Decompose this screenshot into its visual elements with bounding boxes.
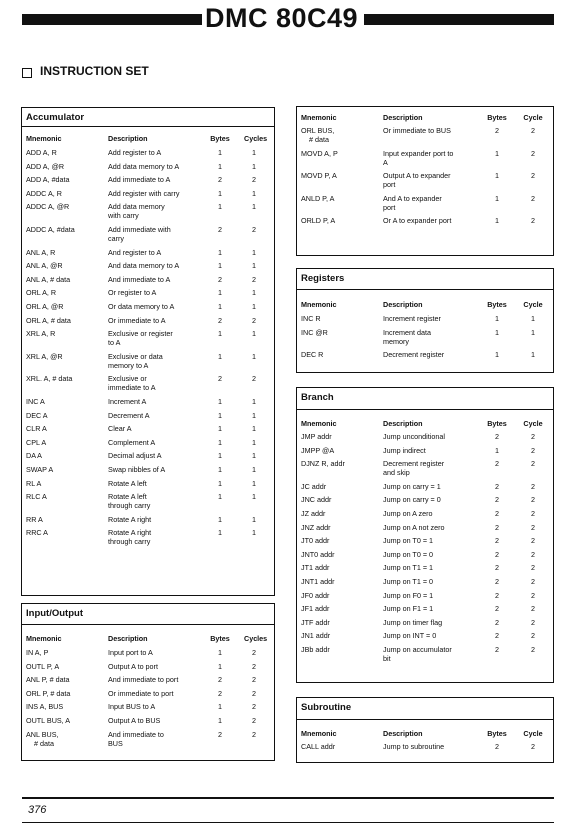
cell-description: And data memory to A xyxy=(108,261,180,271)
cell-cycles: 2 xyxy=(531,742,535,751)
cell-cycles: 2 xyxy=(531,590,535,600)
cell-mnemonic: ANL BUS, xyxy=(26,729,59,739)
footer-rule-bottom xyxy=(22,822,554,823)
cell-bytes: 1 xyxy=(218,351,222,361)
cell-mnemonic: DJNZ R, addr xyxy=(301,459,345,469)
io-table xyxy=(21,603,275,761)
cell-description: Add data memory to A xyxy=(108,161,180,171)
cell-description: Jump on T1 = 0 xyxy=(383,577,434,586)
cell-description: Jump on T1 = 1 xyxy=(383,563,434,573)
cell-bytes: 1 xyxy=(218,261,222,271)
col-bytes: Bytes xyxy=(487,729,507,738)
cell-description: Or data memory to A xyxy=(108,302,175,311)
cell-cycles: 1 xyxy=(252,302,256,311)
branch-table xyxy=(296,387,554,683)
cell-mnemonic: JNZ addr xyxy=(301,522,331,532)
cell-description: And immediate to port xyxy=(108,675,179,685)
cell-bytes: 1 xyxy=(218,148,222,157)
cell-cycles: 2 xyxy=(252,315,256,325)
cell-description: immediate to A xyxy=(108,383,156,393)
cell-cycles: 2 xyxy=(252,675,256,685)
cell-mnemonic: INC A xyxy=(26,397,45,406)
cell-mnemonic: IN A, P xyxy=(26,648,49,657)
cell-cycles: 1 xyxy=(531,327,535,337)
cell-mnemonic: ORL P, # data xyxy=(26,688,71,698)
cell-mnemonic: JT0 addr xyxy=(301,536,330,546)
table-divider xyxy=(22,624,274,625)
footer-rule xyxy=(22,797,554,799)
cell-bytes: 1 xyxy=(218,514,222,524)
cell-description: Input port to A xyxy=(108,648,153,657)
cell-mnemonic: JNT1 addr xyxy=(301,577,335,586)
cell-description: Or immediate to BUS xyxy=(383,126,451,135)
cell-description: And immediate to xyxy=(108,729,164,739)
cell-mnemonic: MOVD P, A xyxy=(301,171,337,181)
cell-cycles: 1 xyxy=(252,465,256,474)
cell-description: and skip xyxy=(383,468,410,478)
cell-bytes: 1 xyxy=(218,451,222,461)
cell-bytes: 1 xyxy=(495,171,499,181)
col-bytes: Bytes xyxy=(210,134,230,143)
cell-bytes: 2 xyxy=(495,126,499,135)
cell-bytes: 2 xyxy=(218,688,222,698)
cell-mnemonic: ORL A, @R xyxy=(26,302,64,311)
cell-description: Rotate A left xyxy=(108,478,147,488)
cell-cycles: 2 xyxy=(531,577,535,586)
cell-description: Jump on F1 = 1 xyxy=(383,604,434,614)
cell-description: Increment register xyxy=(383,314,441,323)
cell-description: Or A to expander port xyxy=(383,216,452,226)
cell-cycles: 1 xyxy=(252,188,256,198)
cell-cycles: 1 xyxy=(531,350,535,360)
col-cycle: Cycle xyxy=(523,419,543,428)
cell-bytes: 2 xyxy=(495,522,499,532)
cell-bytes: 1 xyxy=(218,648,222,657)
cell-cycles: 2 xyxy=(252,175,256,185)
cell-description: Jump on timer flag xyxy=(383,617,443,627)
cell-mnemonic: ANL A, R xyxy=(26,247,56,257)
col-cycle: Cycle xyxy=(523,300,543,309)
col-mnemonic: Mnemonic xyxy=(26,134,62,143)
col-description: Description xyxy=(383,113,423,122)
cell-bytes: 2 xyxy=(495,495,499,505)
cell-description: memory to A xyxy=(108,360,149,370)
cell-cycles: 1 xyxy=(252,514,256,524)
cell-bytes: 2 xyxy=(495,563,499,573)
col-bytes: Bytes xyxy=(487,113,507,122)
cell-bytes: 1 xyxy=(218,410,222,420)
cell-bytes: 1 xyxy=(495,193,499,203)
cell-bytes: 1 xyxy=(218,288,222,298)
cell-mnemonic: JF0 addr xyxy=(301,590,330,600)
cell-bytes: 1 xyxy=(218,202,222,212)
cell-cycles: 2 xyxy=(531,445,535,455)
cell-cycles: 2 xyxy=(252,688,256,698)
cell-cycles: 2 xyxy=(252,661,256,671)
col-description: Description xyxy=(108,634,148,643)
cell-bytes: 2 xyxy=(495,577,499,586)
cell-description: Increment data xyxy=(383,327,431,337)
cell-bytes: 2 xyxy=(495,742,499,751)
cell-mnemonic: INS A, BUS xyxy=(26,702,64,712)
table-divider xyxy=(297,719,553,720)
cell-mnemonic: OUTL BUS, A xyxy=(26,716,71,725)
cell-cycles: 2 xyxy=(531,148,535,158)
cell-cycles: 1 xyxy=(252,478,256,488)
branch-title: Branch xyxy=(301,392,334,403)
col-cycle: Cycle xyxy=(523,729,543,738)
header-bar-right xyxy=(364,14,554,25)
header-bar-left xyxy=(22,14,202,25)
cell-description: Complement A xyxy=(108,437,156,447)
cell-cycles: 2 xyxy=(531,126,535,135)
cell-cycles: 1 xyxy=(252,202,256,212)
cell-mnemonic: ANLD P, A xyxy=(301,193,335,203)
col-cycles: Cycles xyxy=(244,134,268,143)
cell-description: Rotate A left xyxy=(108,492,147,502)
cell-description: through carry xyxy=(108,537,151,547)
cell-description: Jump on T0 = 0 xyxy=(383,549,434,559)
cell-description: Increment A xyxy=(108,397,147,406)
cell-mnemonic: JC addr xyxy=(301,481,327,491)
cell-cycles: 2 xyxy=(531,522,535,532)
cell-cycles: 2 xyxy=(531,549,535,559)
cell-description: Add immediate with xyxy=(108,225,171,234)
expander-table xyxy=(296,106,554,256)
cell-mnemonic: CLR A xyxy=(26,424,47,434)
cell-mnemonic: INC @R xyxy=(301,327,328,337)
cell-mnemonic: JBb addr xyxy=(301,645,330,654)
cell-bytes: 1 xyxy=(495,327,499,337)
cell-bytes: 1 xyxy=(495,216,499,226)
cell-cycles: 1 xyxy=(252,424,256,434)
cell-mnemonic: JN1 addr xyxy=(301,631,331,641)
cell-description: A xyxy=(383,157,388,167)
cell-description: to A xyxy=(108,338,121,348)
col-description: Description xyxy=(108,134,148,143)
col-bytes: Bytes xyxy=(487,419,507,428)
cell-bytes: 2 xyxy=(495,481,499,491)
cell-cycles: 2 xyxy=(531,645,535,654)
cell-cycles: 2 xyxy=(252,648,256,657)
cell-description: port xyxy=(383,202,396,212)
cell-description: Add data memory xyxy=(108,202,165,212)
cell-cycles: 2 xyxy=(531,459,535,469)
cell-bytes: 2 xyxy=(218,175,222,185)
cell-mnemonic: ANL P, # data xyxy=(26,675,70,685)
cell-mnemonic: ORL BUS, xyxy=(301,126,335,135)
cell-description: And register to A xyxy=(108,247,162,257)
cell-cycles: 1 xyxy=(252,410,256,420)
cell-mnemonic: ADD A, R xyxy=(26,148,57,157)
cell-cycles: 2 xyxy=(531,604,535,614)
cell-description: Decrement A xyxy=(108,410,150,420)
io-title: Input/Output xyxy=(26,608,83,619)
cell-description: Input expander port to xyxy=(383,148,454,158)
cell-bytes: 1 xyxy=(218,397,222,406)
cell-description: Add register to A xyxy=(108,148,162,157)
cell-cycles: 2 xyxy=(531,536,535,546)
cell-description: BUS xyxy=(108,738,123,748)
cell-mnemonic: INC R xyxy=(301,314,321,323)
cell-description: Swap nibbles of A xyxy=(108,465,166,474)
cell-mnemonic: JTF addr xyxy=(301,617,330,627)
col-bytes: Bytes xyxy=(487,300,507,309)
cell-bytes: 2 xyxy=(218,315,222,325)
cell-cycles: 1 xyxy=(252,247,256,257)
cell-description: with carry xyxy=(108,211,139,221)
section-title: INSTRUCTION SET xyxy=(40,64,149,78)
cell-bytes: 1 xyxy=(218,661,222,671)
cell-mnemonic: JMPP @A xyxy=(301,445,335,455)
cell-description: Jump on INT = 0 xyxy=(383,631,437,641)
cell-cycles: 2 xyxy=(252,716,256,725)
cell-bytes: 2 xyxy=(495,590,499,600)
cell-cycles: 2 xyxy=(531,617,535,627)
table-divider xyxy=(22,126,274,127)
cell-description: Jump on A not zero xyxy=(383,522,445,532)
cell-cycles: 2 xyxy=(531,193,535,203)
cell-bytes: 2 xyxy=(495,645,499,654)
cell-description: Jump on carry = 1 xyxy=(383,481,441,491)
cell-mnemonic: ORL A, # data xyxy=(26,315,71,325)
cell-cycles: 1 xyxy=(252,451,256,461)
cell-bytes: 1 xyxy=(218,161,222,171)
cell-cycles: 1 xyxy=(252,329,256,339)
col-mnemonic: Mnemonic xyxy=(301,300,337,309)
col-description: Description xyxy=(383,729,423,738)
cell-bytes: 2 xyxy=(495,631,499,641)
cell-bytes: 1 xyxy=(218,478,222,488)
cell-description: Jump on carry = 0 xyxy=(383,495,441,505)
cell-bytes: 2 xyxy=(218,274,222,284)
cell-description: Output A to expander xyxy=(383,171,451,181)
cell-mnemonic: RRC A xyxy=(26,528,48,538)
cell-bytes: 1 xyxy=(218,702,222,712)
cell-bytes: 2 xyxy=(495,509,499,518)
cell-bytes: 2 xyxy=(218,675,222,685)
cell-cycles: 2 xyxy=(531,509,535,518)
cell-cycles: 2 xyxy=(252,274,256,284)
cell-bytes: 1 xyxy=(218,188,222,198)
cell-mnemonic: JNT0 addr xyxy=(301,549,335,559)
col-bytes: Bytes xyxy=(210,634,230,643)
cell-bytes: 1 xyxy=(218,528,222,538)
cell-description: Add register with carry xyxy=(108,188,180,198)
cell-description: Exclusive or xyxy=(108,374,147,384)
cell-mnemonic: ANL A, @R xyxy=(26,261,63,271)
cell-description: Add immediate to A xyxy=(108,175,171,185)
cell-cycles: 2 xyxy=(252,225,256,234)
cell-mnemonic: JT1 addr xyxy=(301,563,330,573)
cell-cycles: 1 xyxy=(252,161,256,171)
cell-cycles: 2 xyxy=(252,729,256,739)
accumulator-title: Accumulator xyxy=(26,112,85,123)
registers-table xyxy=(296,268,554,373)
cell-cycles: 1 xyxy=(252,528,256,538)
cell-mnemonic: OUTL P, A xyxy=(26,661,60,671)
cell-description: memory xyxy=(383,336,409,346)
cell-mnemonic: ORLD P, A xyxy=(301,216,336,226)
cell-bytes: 2 xyxy=(495,549,499,559)
registers-title: Registers xyxy=(301,273,345,284)
table-divider xyxy=(297,409,553,410)
cell-cycles: 2 xyxy=(252,374,256,384)
cell-mnemonic: JZ addr xyxy=(301,509,326,518)
col-mnemonic: Mnemonic xyxy=(301,729,337,738)
cell-bytes: 2 xyxy=(495,604,499,614)
cell-mnemonic: RR A xyxy=(26,514,43,524)
cell-description: Or immediate to A xyxy=(108,315,166,325)
cell-mnemonic: DEC A xyxy=(26,410,48,420)
cell-description: And A to expander xyxy=(383,193,442,203)
accumulator-table xyxy=(21,107,275,596)
cell-mnemonic: ADDC A, @R xyxy=(26,202,70,212)
cell-bytes: 2 xyxy=(218,729,222,739)
cell-description: Output A to BUS xyxy=(108,716,161,725)
page-title: DMC 80C49 xyxy=(205,3,359,33)
cell-description: through carry xyxy=(108,501,151,511)
cell-description: Decrement register xyxy=(383,459,445,469)
cell-description: Clear A xyxy=(108,424,132,434)
cell-bytes: 1 xyxy=(218,302,222,311)
cell-bytes: 1 xyxy=(218,247,222,257)
col-mnemonic: Mnemonic xyxy=(301,113,337,122)
cell-mnemonic: ANL A, # data xyxy=(26,274,71,284)
cell-bytes: 1 xyxy=(218,492,222,502)
section-bullet-icon xyxy=(22,68,32,78)
cell-mnemonic: ADDC A, R xyxy=(26,188,62,198)
cell-description: Decimal adjust A xyxy=(108,451,162,461)
cell-description: Decrement register xyxy=(383,350,445,360)
cell-description: Jump unconditional xyxy=(383,432,445,441)
cell-mnemonic: XRL A, R xyxy=(26,329,56,339)
col-cycles: Cycles xyxy=(244,634,268,643)
cell-description: Or register to A xyxy=(108,288,157,298)
col-mnemonic: Mnemonic xyxy=(26,634,62,643)
cell-cycles: 2 xyxy=(531,481,535,491)
cell-bytes: 1 xyxy=(495,314,499,323)
cell-description: Exclusive or data xyxy=(108,351,163,361)
col-description: Description xyxy=(383,300,423,309)
cell-mnemonic: DA A xyxy=(26,451,42,461)
cell-mnemonic: XRL. A, # data xyxy=(26,374,73,384)
cell-cycles: 1 xyxy=(252,437,256,447)
cell-bytes: 1 xyxy=(495,148,499,158)
cell-mnemonic: JMP addr xyxy=(301,432,332,441)
cell-cycles: 2 xyxy=(531,631,535,641)
cell-mnemonic: CPL A xyxy=(26,437,47,447)
cell-bytes: 2 xyxy=(495,536,499,546)
cell-bytes: 2 xyxy=(495,459,499,469)
cell-mnemonic: ADDC A, #data xyxy=(26,225,75,234)
cell-mnemonic: DEC R xyxy=(301,350,324,360)
cell-cycles: 1 xyxy=(252,397,256,406)
cell-bytes: 1 xyxy=(495,445,499,455)
cell-bytes: 1 xyxy=(218,437,222,447)
col-description: Description xyxy=(383,419,423,428)
cell-mnemonic: RL A xyxy=(26,478,42,488)
cell-description: Output A to port xyxy=(108,661,158,671)
cell-cycles: 1 xyxy=(252,288,256,298)
table-divider xyxy=(297,289,553,290)
cell-description: Rotate A right xyxy=(108,528,152,538)
cell-bytes: 2 xyxy=(218,374,222,384)
cell-cycles: 1 xyxy=(252,492,256,502)
cell-description: Rotate A right xyxy=(108,514,152,524)
cell-mnemonic: CALL addr xyxy=(301,742,336,751)
cell-cycles: 1 xyxy=(531,314,535,323)
cell-description: Jump to subroutine xyxy=(383,742,445,751)
subroutine-title: Subroutine xyxy=(301,702,352,713)
cell-description: Jump on F0 = 1 xyxy=(383,590,434,600)
cell-description: Jump on T0 = 1 xyxy=(383,536,434,546)
cell-mnemonic: ADD A, #data xyxy=(26,175,70,185)
cell-mnemonic: XRL A, @R xyxy=(26,351,63,361)
subroutine-table xyxy=(296,697,554,763)
cell-description: port xyxy=(383,180,396,190)
cell-cycles: 1 xyxy=(252,351,256,361)
cell-bytes: 1 xyxy=(218,465,222,474)
col-mnemonic: Mnemonic xyxy=(301,419,337,428)
cell-description: Jump on accumulator xyxy=(383,645,452,654)
cell-description: Or immediate to port xyxy=(108,688,174,698)
cell-bytes: 2 xyxy=(218,225,222,234)
cell-mnemonic: ORL A, R xyxy=(26,288,57,298)
cell-mnemonic: SWAP A xyxy=(26,465,54,474)
cell-cycles: 1 xyxy=(252,148,256,157)
cell-description: Jump indirect xyxy=(383,445,426,455)
cell-mnemonic: ADD A, @R xyxy=(26,161,65,171)
cell-bytes: 2 xyxy=(495,432,499,441)
cell-bytes: 1 xyxy=(495,350,499,360)
cell-cycles: 2 xyxy=(531,563,535,573)
cell-bytes: 1 xyxy=(218,329,222,339)
cell-mnemonic: RLC A xyxy=(26,492,47,502)
cell-bytes: 1 xyxy=(218,424,222,434)
cell-cycles: 2 xyxy=(531,495,535,505)
cell-mnemonic: JNC addr xyxy=(301,495,332,505)
cell-bytes: 2 xyxy=(495,617,499,627)
cell-description: bit xyxy=(383,654,391,663)
cell-cycles: 2 xyxy=(531,171,535,181)
cell-description: Exclusive or register xyxy=(108,329,173,339)
cell-description: And immediate to A xyxy=(108,274,171,284)
col-cycle: Cycle xyxy=(523,113,543,122)
cell-cycles: 2 xyxy=(531,432,535,441)
cell-bytes: 1 xyxy=(218,716,222,725)
cell-description: Jump on A zero xyxy=(383,509,433,518)
cell-mnemonic: JF1 addr xyxy=(301,604,330,614)
cell-cycles: 1 xyxy=(252,261,256,271)
cell-description: Input BUS to A xyxy=(108,702,156,712)
cell-mnemonic: # data xyxy=(34,738,54,748)
cell-description: carry xyxy=(108,234,124,243)
cell-mnemonic: # data xyxy=(309,135,329,144)
cell-mnemonic: MOVD A, P xyxy=(301,148,338,158)
cell-cycles: 2 xyxy=(531,216,535,226)
page-number: 376 xyxy=(28,804,47,816)
cell-cycles: 2 xyxy=(252,702,256,712)
